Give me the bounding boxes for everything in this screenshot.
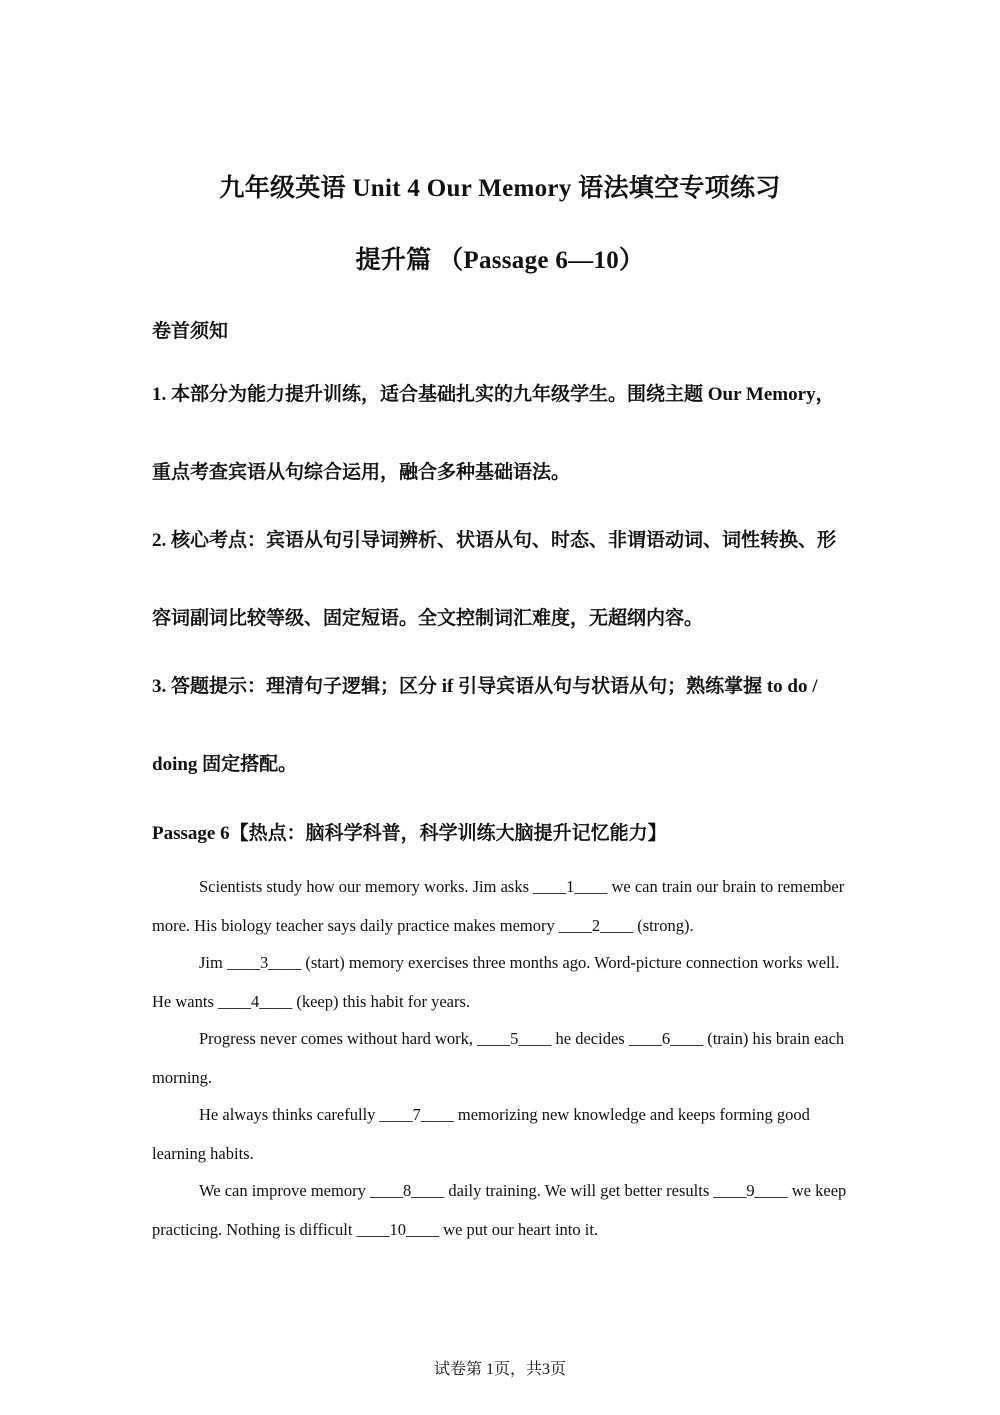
passage-paragraph-3: Progress never comes without hard work, ____5____ he decides ____6____ (train) his brain each morning.: [152, 1029, 845, 1087]
document-title: 九年级英语 Unit 4 Our Memory 语法填空专项练习: [219, 175, 781, 202]
passage-body: [152, 867, 852, 1247]
notice-item-2: 2. 核心考点：宾语从句引导词辨析、状语从句、时态、非谓语动词、词性转换、形容词副词比较等级、固定短语。全文控制词汇难度，无超纲内容。: [152, 530, 837, 629]
passage-paragraph-5: We can improve memory ____8____ daily training. We will get better results ____9____ we keep practicing. Nothing is difficult ____10____ we put our heart into it.: [152, 1181, 847, 1239]
document-subtitle: 提升篇 （Passage 6—10）: [355, 247, 645, 274]
notice-heading: 卷首须知: [152, 321, 229, 342]
notice-item-1: 1. 本部分为能力提升训练，适合基础扎实的九年级学生。围绕主题 Our Memory，重点考查宾语从句综合运用，融合多种基础语法。: [152, 384, 835, 483]
notice-item-3: 3. 答题提示：理清句子逻辑；区分 if 引导宾语从句与状语从句；熟练掌握 to do / doing 固定搭配。: [152, 676, 818, 775]
passage-heading: Passage 6【热点：脑科学科普，科学训练大脑提升记忆能力】: [152, 823, 667, 844]
passage-paragraph-2: Jim ____3____ (start) memory exercises three months ago. Word-picture connection works well. He wants ____4____ (keep) this habit for years.: [152, 953, 840, 1011]
page-footer: 试卷第 1页，共3页: [433, 1361, 566, 1378]
passage-paragraph-4: He always thinks carefully ____7____ memorizing new knowledge and keeps forming good learning habits.: [152, 1105, 810, 1163]
passage-paragraph-1: Scientists study how our memory works. Jim asks ____1____ we can train our brain to remember more. His biology teacher says daily practice makes memory ____2____ (strong).: [152, 877, 845, 935]
